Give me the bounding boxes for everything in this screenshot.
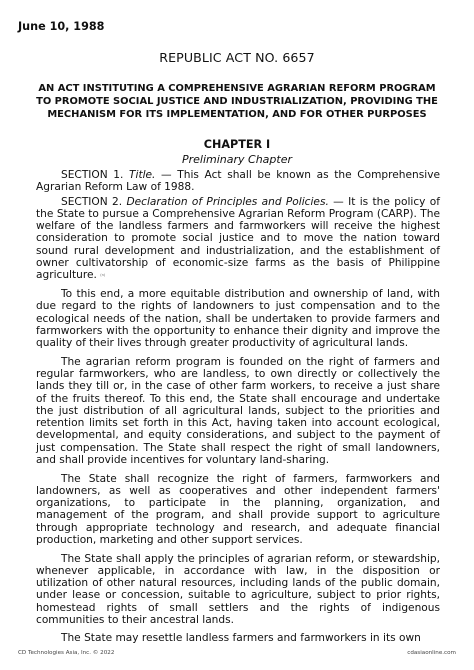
act-number: REPUBLIC ACT NO. 6657 <box>159 50 315 65</box>
paragraph: To this end, a more equitable distribution and ownership of land, with due regard to the rights of landowners to just compensation and to the ecological needs of the nation, shall be undertaken to provide farmers and farmworkers with the opportunity to enhance their dignity and improve the quality of their lives through greater productivity of agricultural lands. <box>36 288 440 350</box>
paragraph: The agrarian reform program is founded on the right of farmers and regular farmworkers, who are landless, to own directly or collectively the lands they till or, in the case of other farm workers, to receive a just share of the fruits thereof. To this end, the State shall encourage and undertake the just distribution of all agricultural lands, subject to the priorities and retention limits set forth in this Act, having taken into account ecological, developmental, and equity considerations, and subject to the payment of just compensation. The State shall respect the right of small landowners, and shall provide incentives for voluntary land-sharing. <box>36 355 440 467</box>
chapter-subheading: Preliminary Chapter <box>181 153 293 166</box>
section-label: SECTION 1. <box>61 169 124 181</box>
paragraph: The State shall recognize the right of farmers, farmworkers and landowners, as well as cooperatives and other independent farmers' organizations, to participate in the planning, organization, and management of the program, and shall provide support to agriculture through appropriate technology and research, and adequate financial production, marketing and other support services. <box>36 472 440 547</box>
section-1 <box>36 169 440 194</box>
footer-copyright: CD Technologies Asia, Inc. © 2022 <box>18 650 115 656</box>
section-title: Title. <box>129 169 156 181</box>
footer-site-link[interactable]: cdasiaonline.com <box>407 650 456 656</box>
chapter-heading: CHAPTER I <box>203 138 271 151</box>
document-date: June 10, 1988 <box>18 20 105 33</box>
section-text: — This Act shall be known as the Comprehensive Agrarian Reform Law of 1988. <box>36 169 440 194</box>
act-title: AN ACT INSTITUTING A COMPREHENSIVE AGRARIAN REFORM PROGRAM TO PROMOTE SOCIAL JUSTICE AND INDUSTRIALIZATION, PROVIDING THE MECHANISM FOR ITS IMPLEMENTATION, AND FOR OTHER PURPOSES <box>36 83 438 120</box>
paragraph: The State may resettle landless farmers and farmworkers in its own <box>61 632 421 645</box>
section-label: SECTION 2. <box>61 195 123 208</box>
paragraph: The State shall apply the principles of agrarian reform, or stewardship, whenever applicable, in accordance with law, in the disposition or utilization of other natural resources, including lands of the public domain, under lease or concession, suitable to agriculture, subject to prior rights, homestead rights of small settlers and the rights of indigenous communities to their ancestral lands. <box>36 552 440 626</box>
citation-mark: (n) <box>100 273 106 278</box>
section-2 <box>36 196 440 282</box>
document-body <box>36 169 440 651</box>
section-text: — It is the policy of the State to pursue a Comprehensive Agrarian Reform Program (CARP). The welfare of the landless farmers and farmworkers will receive the highest consideration to promote social justice and to move the nation toward sound rural development and industrialization, and the establishment of owner cultivatorship of economic-size farms as the basis of Philippine agriculture. <box>36 195 440 282</box>
section-title: Declaration of Principles and Policies. <box>126 195 329 208</box>
